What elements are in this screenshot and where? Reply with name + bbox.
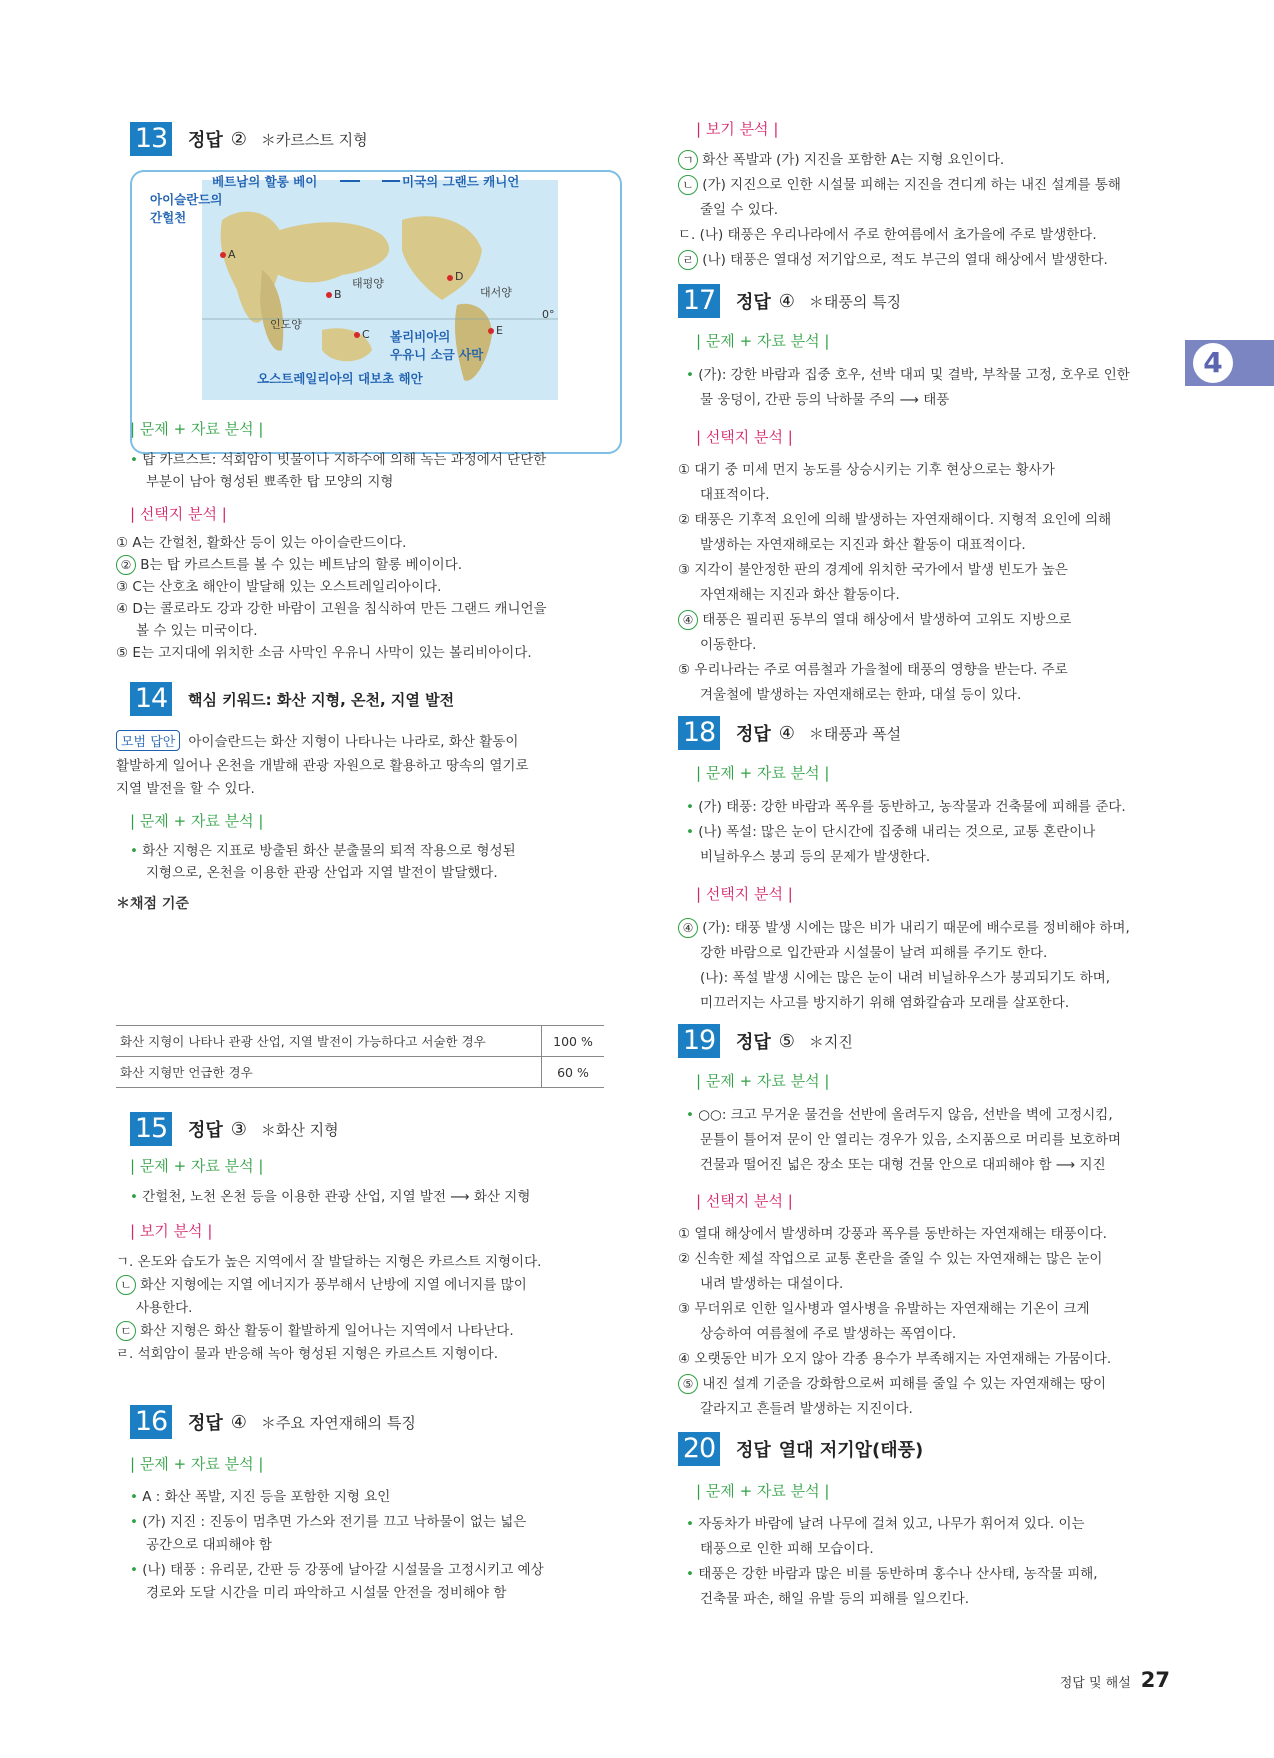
q18-choice-line: 강한 바람으로 입간판과 시설물이 날려 피해를 주기도 한다. bbox=[700, 945, 1048, 961]
q16-view-b-cont: 줄일 수 있다. bbox=[700, 202, 779, 218]
q17-header bbox=[678, 284, 901, 318]
q15-view-b-cont: 사용한다. bbox=[136, 1300, 193, 1316]
q15-header bbox=[130, 1112, 339, 1146]
q13-number: 13 bbox=[130, 122, 172, 156]
q18-problem-line: 비닐하우스 붕괴 등의 문제가 발생한다. bbox=[700, 849, 931, 865]
q17-label: 정답 bbox=[736, 292, 771, 313]
q18-problem-line: • (나) 폭설: 많은 눈이 단시간에 집중해 내리는 것으로, 교통 혼란이나 bbox=[686, 820, 1095, 840]
q18-label: 정답 bbox=[736, 724, 771, 745]
q19-choice-3: ③ 무더위로 인한 일사병과 열사병을 유발하는 자연재해는 기온이 크게 bbox=[678, 1301, 1090, 1317]
q16-view-c: ㄷ. (나) 태풍은 우리나라에서 주로 한여름에서 초가을에 주로 발생한다. bbox=[678, 227, 1097, 243]
q14-header bbox=[130, 682, 454, 716]
halong-bay-label: 베트남의 할롱 베이 bbox=[212, 174, 318, 189]
q15-view-b: ㄴ 화산 지형에는 지열 에너지가 풍부해서 난방에 지열 에너지를 많이 bbox=[116, 1273, 527, 1295]
q17-choice-1-cont: 대표적이다. bbox=[700, 487, 770, 503]
point-e-label: E bbox=[496, 324, 503, 337]
q15-number: 15 bbox=[130, 1112, 172, 1146]
q13-choice-4: ④ D는 콜로라도 강과 강한 바람이 고원을 침식하여 만든 그랜드 캐니언을 bbox=[116, 601, 547, 617]
q16-topic: ＊주요 자연재해의 특징 bbox=[260, 1413, 416, 1432]
atlantic-ocean-label: 대서양 bbox=[480, 286, 512, 299]
q13-topic: ＊카르스트 지형 bbox=[260, 130, 368, 149]
q17-choice-2-cont: 발생하는 자연재해로는 지진과 화산 활동이 대표적이다. bbox=[700, 537, 1026, 553]
q20-problem-line: • 자동차가 바람에 날려 나무에 걸쳐 있고, 나무가 휘어져 있다. 이는 bbox=[686, 1512, 1085, 1532]
point-a-label: A bbox=[228, 248, 236, 261]
q19-choice-2-cont: 내려 발생하는 대설이다. bbox=[700, 1276, 844, 1292]
q17-choice-3: ③ 지각이 불안정한 판의 경계에 위치한 국가에서 발생 빈도가 높은 bbox=[678, 562, 1068, 578]
q15-problem-line: • 간헐천, 노천 온천 등을 이용한 관광 산업, 지열 발전 ⟶ 화산 지형 bbox=[130, 1185, 530, 1205]
table-row bbox=[116, 1057, 604, 1088]
q19-answer: ⑤ bbox=[778, 1030, 795, 1052]
model-answer-badge: 모범 답안 bbox=[116, 730, 180, 751]
q17-choice-5: ⑤ 우리나라는 주로 여름철과 가을철에 태풍의 영향을 받는다. 주로 bbox=[678, 662, 1068, 678]
iceland-label: 아이슬란드의 간헐천 bbox=[150, 192, 223, 225]
q19-choice-2: ② 신속한 제설 작업으로 교통 혼란을 줄일 수 있는 자연재해는 많은 눈이 bbox=[678, 1251, 1103, 1267]
q19-choice-4: ④ 오랫동안 비가 오지 않아 각종 용수가 부족해지는 자연재해는 가뭄이다. bbox=[678, 1351, 1112, 1367]
q16-problem-line: • A : 화산 폭발, 지진 등을 포함한 지형 요인 bbox=[130, 1485, 390, 1505]
q19-problem-title: | 문제 + 자료 분석 | bbox=[696, 1072, 830, 1090]
score-criterion: 화산 지형이 나타나 관광 산업, 지열 발전이 가능하다고 서술한 경우 bbox=[116, 1026, 542, 1057]
q19-label: 정답 bbox=[736, 1032, 771, 1053]
q19-problem-line: 건물과 떨어진 넓은 장소 또는 대형 건물 안으로 대피해야 함 ⟶ 지진 bbox=[700, 1157, 1106, 1173]
q14-model-line: 활발하게 일어나 온천을 개발해 관광 자원으로 활용하고 땅속의 열기로 bbox=[116, 758, 529, 774]
q14-problem-title: | 문제 + 자료 분석 | bbox=[130, 812, 264, 830]
q20-problem-title: | 문제 + 자료 분석 | bbox=[696, 1482, 830, 1500]
q15-topic: ＊화산 지형 bbox=[260, 1120, 339, 1139]
q18-header bbox=[678, 716, 901, 750]
q14-model-line: 지열 발전을 할 수 있다. bbox=[116, 781, 255, 797]
q14-model-answer: 모범 답안 아이슬란드는 화산 지형이 나타나는 나라로, 화산 활동이 bbox=[116, 730, 518, 751]
q13-choice-2: ② B는 탑 카르스트를 볼 수 있는 베트남의 할롱 베이이다. bbox=[116, 553, 462, 575]
q16-label: 정답 bbox=[188, 1413, 223, 1434]
q13-choice-title: | 선택지 분석 | bbox=[130, 505, 227, 523]
q16-view-b: ㄴ (가) 지진으로 인한 시설물 피해는 지진을 견디게 하는 내진 설계를 통해 bbox=[678, 173, 1121, 195]
q20-number: 20 bbox=[678, 1432, 720, 1466]
q17-choice-4: ④ 태풍은 필리핀 동부의 열대 해상에서 발생하여 고위도 지방으로 bbox=[678, 608, 1071, 630]
world-map-figure bbox=[130, 170, 622, 454]
chapter-number: 4 bbox=[1193, 343, 1233, 383]
q19-header bbox=[678, 1024, 853, 1058]
score-percent: 60 % bbox=[542, 1057, 605, 1088]
q18-choice-4: ④ (가): 태풍 발생 시에는 많은 비가 내리기 때문에 배수로를 정비해야 하며, bbox=[678, 916, 1130, 938]
q17-problem-line: • (가): 강한 바람과 집중 호우, 선박 대피 및 결박, 부착물 고정, 호우로 인한 bbox=[686, 363, 1130, 383]
q13-problem-line: 부분이 남아 형성된 뾰족한 탑 모양의 지형 bbox=[146, 474, 394, 490]
page-number: 27 bbox=[1140, 1668, 1170, 1692]
q13-problem-title: | 문제 + 자료 분석 | bbox=[130, 420, 264, 438]
q17-choice-5-cont: 겨울철에 발생하는 자연재해로는 한파, 대설 등이 있다. bbox=[700, 687, 1022, 703]
point-e-dot bbox=[488, 328, 494, 334]
q18-problem-line: • (가) 태풍: 강한 바람과 폭우를 동반하고, 농작물과 건축물에 피해를 준다. bbox=[686, 795, 1126, 815]
q20-problem-line: 태풍으로 인한 피해 모습이다. bbox=[700, 1541, 874, 1557]
q15-problem-title: | 문제 + 자료 분석 | bbox=[130, 1157, 264, 1175]
q14-keywords: 핵심 키워드: 화산 지형, 온천, 지열 발전 bbox=[188, 690, 455, 709]
point-b-label: B bbox=[334, 288, 342, 301]
q15-view-c: ㄷ 화산 지형은 화산 활동이 활발하게 일어나는 지역에서 나타난다. bbox=[116, 1319, 514, 1341]
q15-view-title: | 보기 분석 | bbox=[130, 1222, 213, 1240]
australia-label: 오스트레일리아의 대보초 해안 bbox=[257, 371, 423, 386]
q13-header bbox=[130, 122, 368, 156]
q19-number: 19 bbox=[678, 1024, 720, 1058]
q17-answer: ④ bbox=[778, 290, 795, 312]
halong-leader bbox=[340, 180, 360, 182]
q18-choice-line: (나): 폭설 발생 시에는 많은 눈이 내려 비닐하우스가 붕괴되기도 하며, bbox=[700, 970, 1111, 986]
point-c-label: C bbox=[362, 328, 370, 341]
q17-choice-4-cont: 이동한다. bbox=[700, 637, 757, 653]
q16-number: 16 bbox=[130, 1405, 172, 1439]
q19-topic: ＊지진 bbox=[808, 1032, 853, 1051]
q17-number: 17 bbox=[678, 284, 720, 318]
q18-number: 18 bbox=[678, 716, 720, 750]
q16-problem-line: • (가) 지진 : 진동이 멈추면 가스와 전기를 끄고 낙하물이 없는 넓은 bbox=[130, 1510, 526, 1530]
pacific-ocean-label: 태평양 bbox=[352, 277, 384, 290]
q20-label: 정답 bbox=[736, 1440, 771, 1461]
q20-header bbox=[678, 1432, 923, 1466]
q13-choice-4-cont: 볼 수 있는 미국이다. bbox=[136, 623, 258, 639]
equator-label: 0° bbox=[542, 308, 555, 321]
q18-problem-title: | 문제 + 자료 분석 | bbox=[696, 764, 830, 782]
q19-problem-line: 문틀이 틀어져 문이 안 열리는 경우가 있음, 소지품으로 머리를 보호하며 bbox=[700, 1132, 1122, 1148]
chapter-tab bbox=[1185, 340, 1274, 386]
q13-answer: ② bbox=[230, 128, 247, 150]
q15-view-a: ㄱ. 온도와 습도가 높은 지역에서 잘 발달하는 지형은 카르스트 지형이다. bbox=[116, 1254, 542, 1270]
q18-choice-line: 미끄러지는 사고를 방지하기 위해 염화칼슘과 모래를 살포한다. bbox=[700, 995, 1070, 1011]
score-criterion: 화산 지형만 언급한 경우 bbox=[116, 1057, 542, 1088]
q20-problem-line: 건축물 파손, 해일 유발 등의 피해를 일으킨다. bbox=[700, 1591, 970, 1607]
q19-choice-5: ⑤ 내진 설계 기준을 강화함으로써 피해를 줄일 수 있는 자연재해는 땅이 bbox=[678, 1372, 1106, 1394]
q17-choice-3-cont: 자연재해는 지진과 화산 활동이다. bbox=[700, 587, 900, 603]
q16-problem-line: • (나) 태풍 : 유리문, 간판 등 강풍에 날아갈 시설물을 고정시키고 예상 bbox=[130, 1558, 544, 1578]
score-percent: 100 % bbox=[542, 1026, 605, 1057]
q15-view-d: ㄹ. 석회암이 물과 반응해 녹아 형성된 지형은 카르스트 지형이다. bbox=[116, 1346, 498, 1362]
q16-view-a: ㄱ 화산 폭발과 (가) 지진을 포함한 A는 지형 요인이다. bbox=[678, 148, 1004, 170]
q20-answer: 열대 저기압(태풍) bbox=[778, 1440, 924, 1461]
q13-choice-5: ⑤ E는 고지대에 위치한 소금 사막인 우유니 사막이 있는 볼리비아이다. bbox=[116, 645, 532, 661]
table-row bbox=[116, 1026, 604, 1057]
q16-view-d: ㄹ (나) 태풍은 열대성 저기압으로, 적도 부근의 열대 해상에서 발생한다. bbox=[678, 248, 1108, 270]
bolivia-label: 볼리비아의 우유니 소금 사막 bbox=[390, 329, 484, 362]
q20-problem-line: • 태풍은 강한 바람과 많은 비를 동반하며 홍수나 산사태, 농작물 피해, bbox=[686, 1562, 1098, 1582]
q16-problem-title: | 문제 + 자료 분석 | bbox=[130, 1455, 264, 1473]
score-criteria-title: ＊채점 기준 bbox=[116, 896, 189, 912]
q14-problem-line: • 화산 지형은 지표로 방출된 화산 분출물의 퇴적 작용으로 형성된 bbox=[130, 839, 516, 859]
q13-problem-line: • 탑 카르스트: 석회암이 빗물이나 지하수에 의해 녹는 과정에서 단단한 bbox=[130, 448, 546, 468]
q17-topic: ＊태풍의 특징 bbox=[808, 292, 902, 311]
q16-answer: ④ bbox=[230, 1411, 247, 1433]
q16-header bbox=[130, 1405, 416, 1439]
q18-topic: ＊태풍과 폭설 bbox=[808, 724, 902, 743]
q13-choice-1: ① A는 간헐천, 활화산 등이 있는 아이슬란드이다. bbox=[116, 535, 407, 551]
point-a-dot bbox=[220, 252, 226, 258]
q14-problem-line: 지형으로, 온천을 이용한 관광 산업과 지열 발전이 발달했다. bbox=[146, 865, 498, 881]
point-d-dot bbox=[447, 275, 453, 281]
q19-choice-title: | 선택지 분석 | bbox=[696, 1192, 793, 1210]
indian-ocean-label: 인도양 bbox=[270, 318, 302, 331]
q17-choice-title: | 선택지 분석 | bbox=[696, 428, 793, 446]
world-map bbox=[202, 180, 558, 400]
q16-problem-line: 경로와 도달 시간을 미리 파악하고 시설물 안전을 정비해야 함 bbox=[146, 1585, 507, 1601]
q13-label: 정답 bbox=[188, 130, 223, 151]
page-footer bbox=[1060, 1668, 1170, 1692]
q19-choice-5-cont: 갈라지고 흔들려 발생하는 지진이다. bbox=[700, 1401, 913, 1417]
grand-canyon-leader bbox=[382, 180, 400, 182]
score-table bbox=[116, 1025, 604, 1088]
q17-choice-1: ① 대기 중 미세 먼지 농도를 상승시키는 기후 현상으로는 황사가 bbox=[678, 462, 1055, 478]
grand-canyon-label: 미국의 그랜드 캐니언 bbox=[402, 174, 520, 189]
q18-answer: ④ bbox=[778, 722, 795, 744]
point-b-dot bbox=[326, 292, 332, 298]
q14-number: 14 bbox=[130, 682, 172, 716]
footer-text: 정답 및 해설 bbox=[1059, 1676, 1131, 1691]
q17-problem-title: | 문제 + 자료 분석 | bbox=[696, 332, 830, 350]
point-d-label: D bbox=[455, 270, 464, 283]
q13-choice-3: ③ C는 산호초 해안이 발달해 있는 오스트레일리아이다. bbox=[116, 579, 442, 595]
q18-choice-title: | 선택지 분석 | bbox=[696, 885, 793, 903]
q17-choice-2: ② 태풍은 기후적 요인에 의해 발생하는 자연재해이다. 지형적 요인에 의해 bbox=[678, 512, 1112, 528]
q19-choice-3-cont: 상승하여 여름철에 주로 발생하는 폭염이다. bbox=[700, 1326, 957, 1342]
q15-label: 정답 bbox=[188, 1120, 223, 1141]
q19-choice-1: ① 열대 해상에서 발생하며 강풍과 폭우를 동반하는 자연재해는 태풍이다. bbox=[678, 1226, 1107, 1242]
q15-answer: ③ bbox=[230, 1118, 247, 1140]
point-c-dot bbox=[354, 332, 360, 338]
q17-problem-line: 물 웅덩이, 간판 등의 낙하물 주의 ⟶ 태풍 bbox=[700, 392, 950, 408]
q19-problem-line: • ○○: 크고 무거운 물건을 선반에 올려두지 않음, 선반을 벽에 고정시킴, bbox=[686, 1103, 1113, 1123]
q16-problem-line: 공간으로 대피해야 함 bbox=[146, 1537, 272, 1553]
q16-view-title: | 보기 분석 | bbox=[696, 120, 779, 138]
